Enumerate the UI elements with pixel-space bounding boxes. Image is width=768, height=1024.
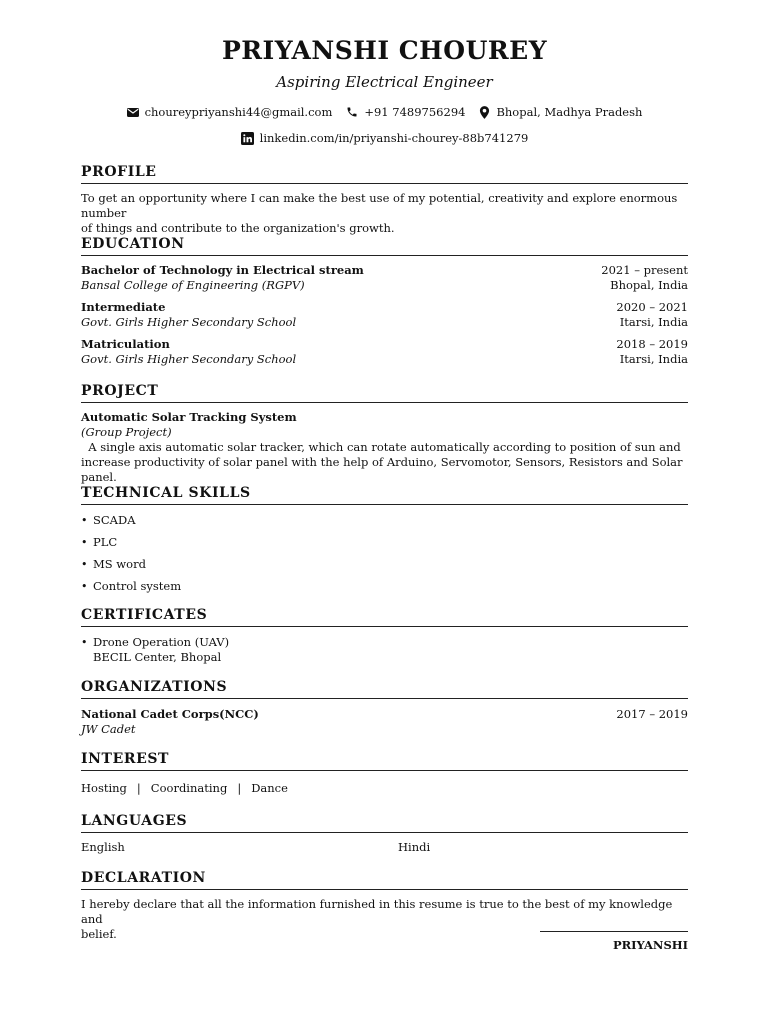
section-title: EDUCATION (81, 235, 688, 256)
section-title: DECLARATION (81, 869, 688, 890)
declaration-line: I hereby declare that all the information furnished in this resume is true to the best of my knowledge and (81, 897, 673, 926)
linkedin-icon (241, 132, 254, 145)
project-name: Automatic Solar Tracking System (81, 410, 297, 424)
degree: Bachelor of Technology in Electrical stream (81, 263, 364, 277)
linkedin-contact[interactable] (241, 131, 529, 145)
project-desc-line: increase productivity of solar panel with the help of Arduino, Servomotor, Sensors, Resistors and Solar panel. (81, 455, 683, 484)
section-title: INTEREST (81, 750, 688, 771)
section-title: LANGUAGES (81, 812, 688, 833)
project-section (81, 382, 688, 485)
interest-item: Dance (251, 781, 288, 795)
section-title: TECHNICAL SKILLS (81, 484, 688, 505)
profile-line: To get an opportunity where I can make the best use of my potential, creativity and explore enormous number (81, 191, 678, 220)
section-title: PROFILE (81, 163, 688, 184)
envelope-icon (127, 108, 139, 117)
degree: Intermediate (81, 300, 166, 314)
candidate-name: PRIYANSHI CHOUREY (221, 36, 548, 65)
dates: 2020 – 2021 (616, 300, 688, 314)
certificates-section (81, 606, 688, 665)
section-title: ORGANIZATIONS (81, 678, 688, 699)
school: Govt. Girls Higher Secondary School (81, 352, 297, 366)
interest-item: Coordinating (150, 781, 228, 795)
school: Bansal College of Engineering (RGPV) (81, 278, 305, 292)
place: Bhopal, India (610, 278, 688, 292)
profile-section (81, 163, 688, 236)
dates: 2017 – 2019 (616, 707, 688, 721)
school: Govt. Girls Higher Secondary School (81, 315, 297, 329)
phone-icon (346, 106, 358, 118)
signature-line (540, 931, 688, 932)
location-text: Bhopal, Madhya Pradesh (496, 105, 643, 119)
certificate-name: • Drone Operation (UAV) (93, 635, 230, 649)
skill-item: • SCADA (81, 513, 688, 528)
interest-separator: | (237, 781, 242, 795)
signature: PRIYANSHI (612, 938, 688, 952)
skill-item: • PLC (81, 535, 688, 550)
map-pin-icon (479, 106, 490, 119)
linkedin-row (81, 131, 688, 145)
contact-row (81, 105, 688, 119)
interest-item: Hosting (81, 781, 127, 795)
section-title: CERTIFICATES (81, 606, 688, 627)
dates: 2018 – 2019 (616, 337, 688, 351)
organizations-section (81, 678, 688, 737)
skills-list (81, 513, 688, 594)
linkedin-text: linkedin.com/in/priyanshi-chourey-88b741279 (259, 131, 529, 145)
skill-item: • MS word (81, 557, 688, 572)
project-type: (Group Project) (81, 425, 172, 439)
interest-section (81, 750, 688, 796)
location-contact (479, 105, 642, 119)
certificate-issuer: BECIL Center, Bhopal (93, 650, 222, 664)
education-entry (81, 263, 688, 293)
section-title: PROJECT (81, 382, 688, 403)
organization-name: National Cadet Corps(NCC) (81, 707, 259, 721)
languages-section (81, 812, 688, 855)
interest-list (81, 781, 688, 796)
skill-item: • Control system (81, 579, 688, 594)
organization-entry (81, 707, 688, 737)
declaration-line: belief. (81, 927, 117, 941)
project-desc-line: A single axis automatic solar tracker, which can rotate automatically according to position of sun and (81, 440, 681, 454)
email-text: choureypriyanshi44@gmail.com (144, 105, 333, 119)
place: Itarsi, India (619, 315, 688, 329)
profile-line: of things and contribute to the organization's growth. (81, 221, 395, 235)
phone-text: +91 7489756294 (364, 105, 466, 119)
candidate-subtitle: Aspiring Electrical Engineer (276, 73, 493, 91)
language-item: English (81, 840, 125, 854)
skills-section (81, 484, 688, 594)
organization-role: JW Cadet (81, 722, 136, 736)
interest-separator: | (136, 781, 141, 795)
education-section (81, 235, 688, 367)
degree: Matriculation (81, 337, 170, 351)
education-entry (81, 337, 688, 367)
email-contact[interactable] (127, 105, 333, 119)
certificate-item (81, 635, 688, 665)
certificates-list (81, 635, 688, 665)
education-entry (81, 300, 688, 330)
language-item: Hindi (398, 840, 431, 854)
dates: 2021 – present (601, 263, 688, 277)
resume-page (81, 0, 688, 1024)
phone-contact[interactable] (346, 105, 465, 119)
place: Itarsi, India (619, 352, 688, 366)
languages-list (81, 840, 688, 855)
